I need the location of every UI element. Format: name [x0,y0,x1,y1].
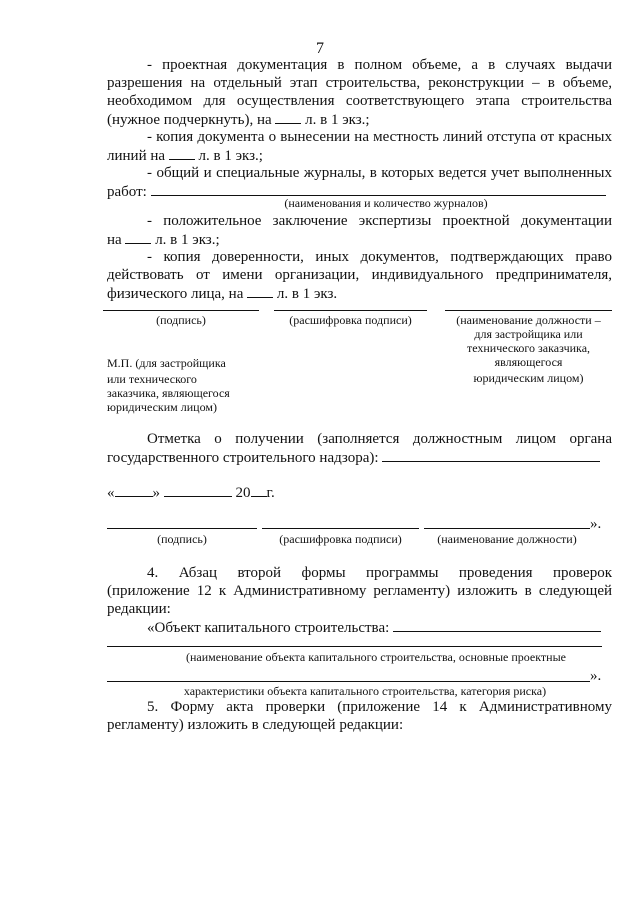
position-caption: (наименование должности) [437,532,577,546]
position-caption-line2: для застройщика или [474,327,583,341]
para5-line2: действовать от имени организации, индивидуального предпринимателя, [107,267,612,283]
signature-decode-line [262,528,419,529]
position-line [445,310,612,311]
para1-line3: необходимом для осуществления соответствующего этапа строительства [107,93,612,109]
blank-day [115,483,153,497]
signature-decode-caption: (расшифровка подписи) [289,313,412,327]
blank-year [251,483,267,497]
para3-line1: - общий и специальные журналы, в которых ведется учет выполненных [147,165,612,181]
object-caption-line1: (наименование объекта капитального строительства, основные проектные [186,650,566,664]
item5-line2: регламенту) изложить в следующей редакции: [107,717,404,733]
journals-caption: (наименования и количество журналов) [284,196,488,210]
object-name-line [107,646,602,647]
para3-line2: работ: [107,182,612,201]
receipt-date: « » 20 г. [107,485,275,501]
blank-line [247,284,273,298]
item4-line2: (приложение 12 к Административному регламенту) изложить в следующей [107,583,612,599]
para4-line1: - положительное заключение экспертизы проектной документации [147,213,612,229]
stamp-note-line4: юридическим лицом) [107,400,217,414]
item4-end-quote: ». [590,668,602,684]
para1-line4: (нужное подчеркнуть), на л. в 1 экз.; [107,112,370,128]
blank-month [164,483,232,497]
blank-line [393,618,601,632]
item5-line1: 5. Форму акта проверки (приложение 14 к Административному [147,699,612,715]
position-caption-line4: являющегося [494,355,563,369]
object-characteristics-line [107,681,590,682]
signature-caption: (подпись) [156,313,206,327]
sign2-end-quote: ». [590,516,602,532]
para5-line1: - копия доверенности, иных документов, подтверждающих право [147,249,612,265]
stamp-note-line2: или технического [107,372,197,386]
signature-decode-caption: (расшифровка подписи) [279,532,402,546]
blank-line [125,230,151,244]
blank-line [169,146,195,160]
stamp-note-line3: заказчика, являющегося [107,386,230,400]
stamp-note-line1: М.П. (для застройщика [107,356,226,370]
item4-line4: «Объект капитального строительства: [147,618,612,637]
para1-line1: - проектная документация в полном объеме, а в случаях выдачи [147,57,612,73]
object-caption-line2: характеристики объекта капитального строительства, категория риска) [183,684,547,698]
signature-line [107,528,257,529]
receipt-line2: государственного строительного надзора): [107,448,612,467]
receipt-line1: Отметка о получении (заполняется должностным лицом органа [147,431,612,447]
signature-decode-line [274,310,427,311]
para4-line2: на л. в 1 экз.; [107,232,220,248]
signature-caption: (подпись) [157,532,207,546]
blank-line [275,110,301,124]
page-number: 7 [316,40,324,57]
para5-line3: физического лица, на л. в 1 экз. [107,286,338,302]
item4-line1: 4. Абзац второй формы программы проведения проверок [147,565,612,581]
blank-line [151,182,606,196]
blank-line [382,448,600,462]
para1-line2: разрешения на отдельный этап строительства, реконструкции – в объеме, [107,75,612,91]
item4-line3: редакции: [107,601,171,617]
position-caption-line1: (наименование должности – [456,313,601,327]
position-caption-line3: технического заказчика, [466,341,591,355]
para2-line1: - копия документа о вынесении на местность линий отступа от красных [147,129,612,145]
para2-line2: линий на л. в 1 экз.; [107,148,263,164]
position-line [424,528,590,529]
position-caption-line5: юридическим лицом) [473,371,584,385]
signature-line [103,310,259,311]
